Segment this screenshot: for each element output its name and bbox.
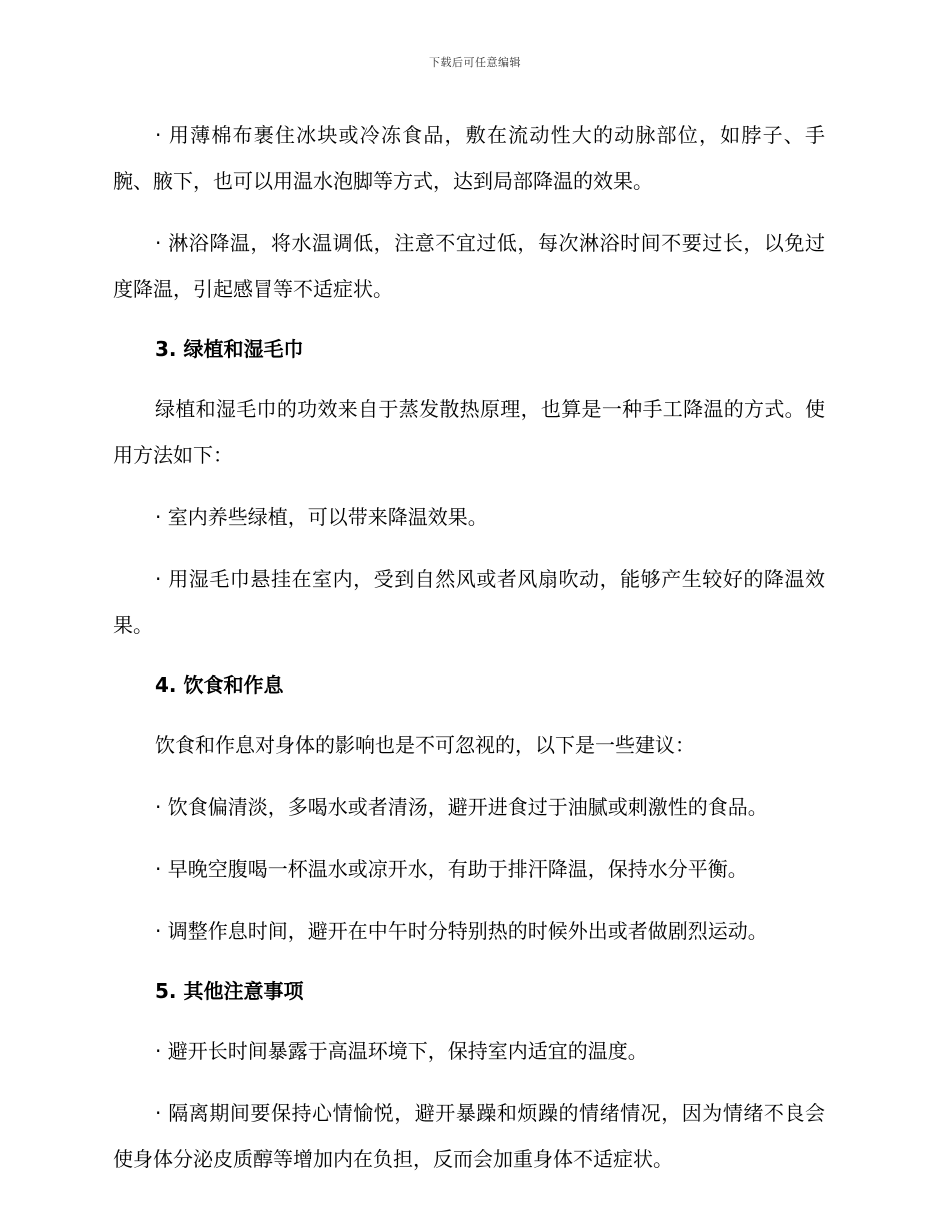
section-heading-other-notes: 5. 其他注意事项	[155, 979, 304, 1003]
paragraph-warm-water: · 早晚空腹喝一杯温水或凉开水，有助于排汗降温，保持水分平衡。	[155, 857, 748, 881]
paragraph-shower-cooling: · 淋浴降温，将水温调低，注意不宜过低，每次淋浴时间不要过长，以免过度降温，引起感冒等不适症状。	[113, 231, 825, 301]
section-heading-diet-rest: 4. 饮食和作息	[155, 673, 284, 697]
paragraph-light-diet: · 饮食偏清淡，多喝水或者清汤，避开进食过于油腻或刺激性的食品。	[155, 795, 768, 819]
page-header: 下载后可任意编辑	[429, 56, 521, 69]
paragraph-indoor-plants: · 室内养些绿植，可以带来降温效果。	[155, 505, 488, 529]
paragraph-avoid-heat: · 避开长时间暴露于高温环境下，保持室内适宜的温度。	[155, 1039, 648, 1063]
paragraph-evaporation-intro: 绿植和湿毛巾的功效来自于蒸发散热原理，也算是一种手工降温的方式。使用方法如下：	[113, 397, 825, 467]
paragraph-schedule: · 调整作息时间，避开在中午时分特别热的时候外出或者做剧烈运动。	[155, 919, 768, 943]
document-body	[113, 112, 825, 1198]
section-heading-plants-towels: 3. 绿植和湿毛巾	[155, 337, 304, 361]
paragraph-mood: · 隔离期间要保持心情愉悦，避开暴躁和烦躁的情绪情况，因为情绪不良会使身体分泌皮质醇等增加内在负担，反而会加重身体不适症状。	[113, 1101, 825, 1171]
paragraph-diet-intro: 饮食和作息对身体的影响也是不可忽视的，以下是一些建议：	[155, 733, 695, 757]
paragraph-wet-towel: · 用湿毛巾悬挂在室内，受到自然风或者风扇吹动，能够产生较好的降温效果。	[113, 567, 825, 637]
paragraph-cold-compress: · 用薄棉布裹住冰块或冷冻食品，敷在流动性大的动脉部位，如脖子、手腕、腋下，也可以用温水泡脚等方式，达到局部降温的效果。	[113, 123, 825, 193]
